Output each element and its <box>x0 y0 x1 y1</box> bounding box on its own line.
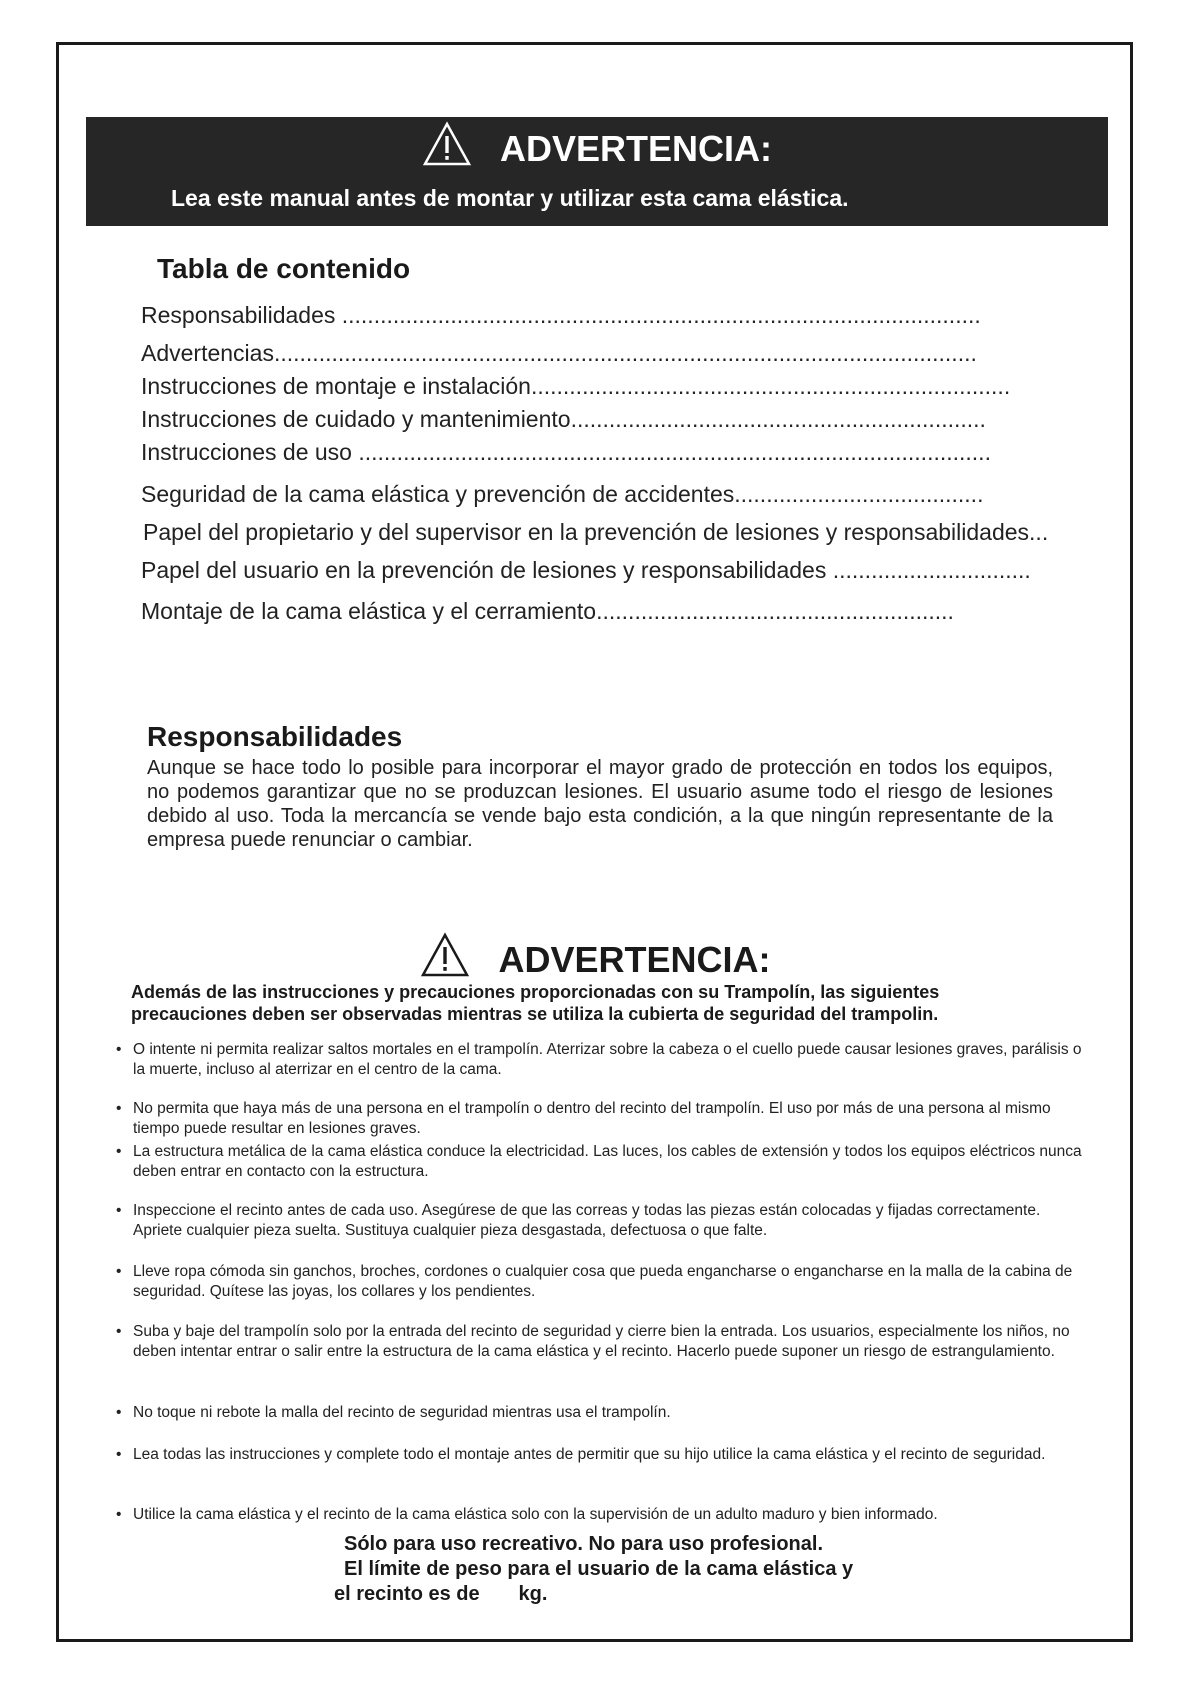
bullet-text: Inspeccione el recinto antes de cada uso. Asegúrese de que las correas y todas las piezas están colocadas y fijadas correctamente. Apriete cualquier pieza suelta. Sustituya cualquier pieza desgastada, defectuosa o que falte. <box>133 1202 1041 1239</box>
bullet-dot: • <box>116 1404 122 1421</box>
responsibilities-body: Aunque se hace todo lo posible para incorporar el mayor grado de protección en todos los equipos, no podemos garantizar que no se produzcan lesiones. El usuario asume todo el riesgo de lesiones debido al uso. Toda la mercancía se vende bajo esta condición, a la que ningún representante de la empresa puede renunciar o cambiar. <box>147 757 1053 851</box>
warning-bullet <box>116 1142 1091 1182</box>
warning-bullet <box>116 1201 1091 1241</box>
bullet-text: No permita que haya más de una persona en el trampolín o dentro del recinto del trampolín. El uso por más de una persona al mismo tiempo puede resultar en lesiones graves. <box>133 1100 1051 1137</box>
warning-bullet <box>116 1403 1091 1423</box>
warning-triangle-icon <box>422 121 472 167</box>
responsibilities-title: Responsabilidades <box>147 721 403 752</box>
warning-bullet <box>116 1040 1091 1080</box>
bullet-dot: • <box>116 1446 122 1463</box>
footer-line-recreational: Sólo para uso recreativo. No para uso profesional. <box>344 1533 824 1555</box>
toc-item-montaje-cerramiento: Montaje de la cama elástica y el cerramiento........................................................ <box>141 598 954 624</box>
bullet-dot: • <box>116 1202 122 1219</box>
warning-bullet <box>116 1322 1091 1362</box>
toc-title: Tabla de contenido <box>157 253 411 284</box>
bullet-dot: • <box>116 1100 122 1117</box>
warning-bullet <box>116 1099 1091 1139</box>
bullet-text: No toque ni rebote la malla del recinto de seguridad mientras usa el trampolín. <box>133 1404 671 1421</box>
warning-bullet <box>116 1445 1091 1465</box>
bullet-dot: • <box>116 1506 122 1523</box>
bullet-text: Utilice la cama elástica y el recinto de la cama elástica solo con la supervisión de un adulto maduro y bien informado. <box>133 1506 938 1523</box>
warning-title-row <box>0 932 1191 986</box>
bullet-dot: • <box>116 1143 122 1160</box>
bullet-dot: • <box>116 1323 122 1340</box>
warning-triangle-icon <box>420 932 470 978</box>
toc-item-advertencias: Advertencias.............................................................................................................. <box>141 340 977 366</box>
warning-intro: Además de las instrucciones y precauciones proporcionadas con su Trampolín, las siguientes precauciones deben ser observadas mientras se utiliza la cubierta de seguridad del trampolin. <box>131 982 940 1024</box>
bullet-dot: • <box>116 1263 122 1280</box>
banner-subtitle: Lea este manual antes de montar y utilizar esta cama elástica. <box>171 185 849 211</box>
warning-title: ADVERTENCIA: <box>498 939 771 980</box>
bullet-text: O intente ni permita realizar saltos mortales en el trampolín. Aterrizar sobre la cabeza o el cuello puede causar lesiones graves, parálisis o la muerte, incluso al aterrizar en el centro de la cama. <box>133 1041 1082 1078</box>
banner-title-row <box>86 121 1108 175</box>
footer-notes <box>334 1532 853 1607</box>
footer-line-weight-value: el recinto es de kg. <box>334 1583 548 1605</box>
warning-bullet <box>116 1505 1091 1525</box>
warning-bullet <box>116 1262 1091 1302</box>
toc-item-instrucciones-uso: Instrucciones de uso ................................................................................................... <box>141 439 991 465</box>
toc-item-seguridad-prevencion: Seguridad de la cama elástica y prevención de accidentes....................................... <box>141 481 984 507</box>
bullet-text: Suba y baje del trampolín solo por la entrada del recinto de seguridad y cierre bien la entrada. Los usuarios, especialmente los niños, no deben intentar entrar o salir entre la estructura de la cama elástica y el recinto. Hacerlo puede suponer un riesgo de estrangulamiento. <box>133 1323 1070 1360</box>
warning-banner <box>86 117 1108 226</box>
toc-item-papel-propietario: Papel del propietario y del supervisor en la prevención de lesiones y responsabilidades... <box>143 519 1048 545</box>
toc-item-responsabilidades: Responsabilidades .................................................................................................... <box>141 302 981 328</box>
banner-title: ADVERTENCIA: <box>499 128 772 169</box>
bullet-dot: • <box>116 1041 122 1058</box>
toc-item-montaje-instalacion: Instrucciones de montaje e instalación........................................................................... <box>141 373 1011 399</box>
bullet-text: La estructura metálica de la cama elástica conduce la electricidad. Las luces, los cables de extensión y todos los equipos eléctricos nunca deben entrar en contacto con la estructura. <box>133 1143 1082 1180</box>
toc-item-cuidado-mantenimiento: Instrucciones de cuidado y mantenimiento................................................................. <box>141 406 986 432</box>
bullet-text: Lea todas las instrucciones y complete todo el montaje antes de permitir que su hijo utilice la cama elástica y el recinto de seguridad. <box>133 1446 1046 1463</box>
toc-item-papel-usuario: Papel del usuario en la prevención de lesiones y responsabilidades ............................... <box>141 557 1031 583</box>
footer-line-weight-limit: El límite de peso para el usuario de la cama elástica y <box>344 1558 854 1580</box>
bullet-text: Lleve ropa cómoda sin ganchos, broches, cordones o cualquier cosa que pueda engancharse o engancharse en la malla de la cabina de seguridad. Quítese las joyas, los collares y los pendientes. <box>133 1263 1073 1300</box>
